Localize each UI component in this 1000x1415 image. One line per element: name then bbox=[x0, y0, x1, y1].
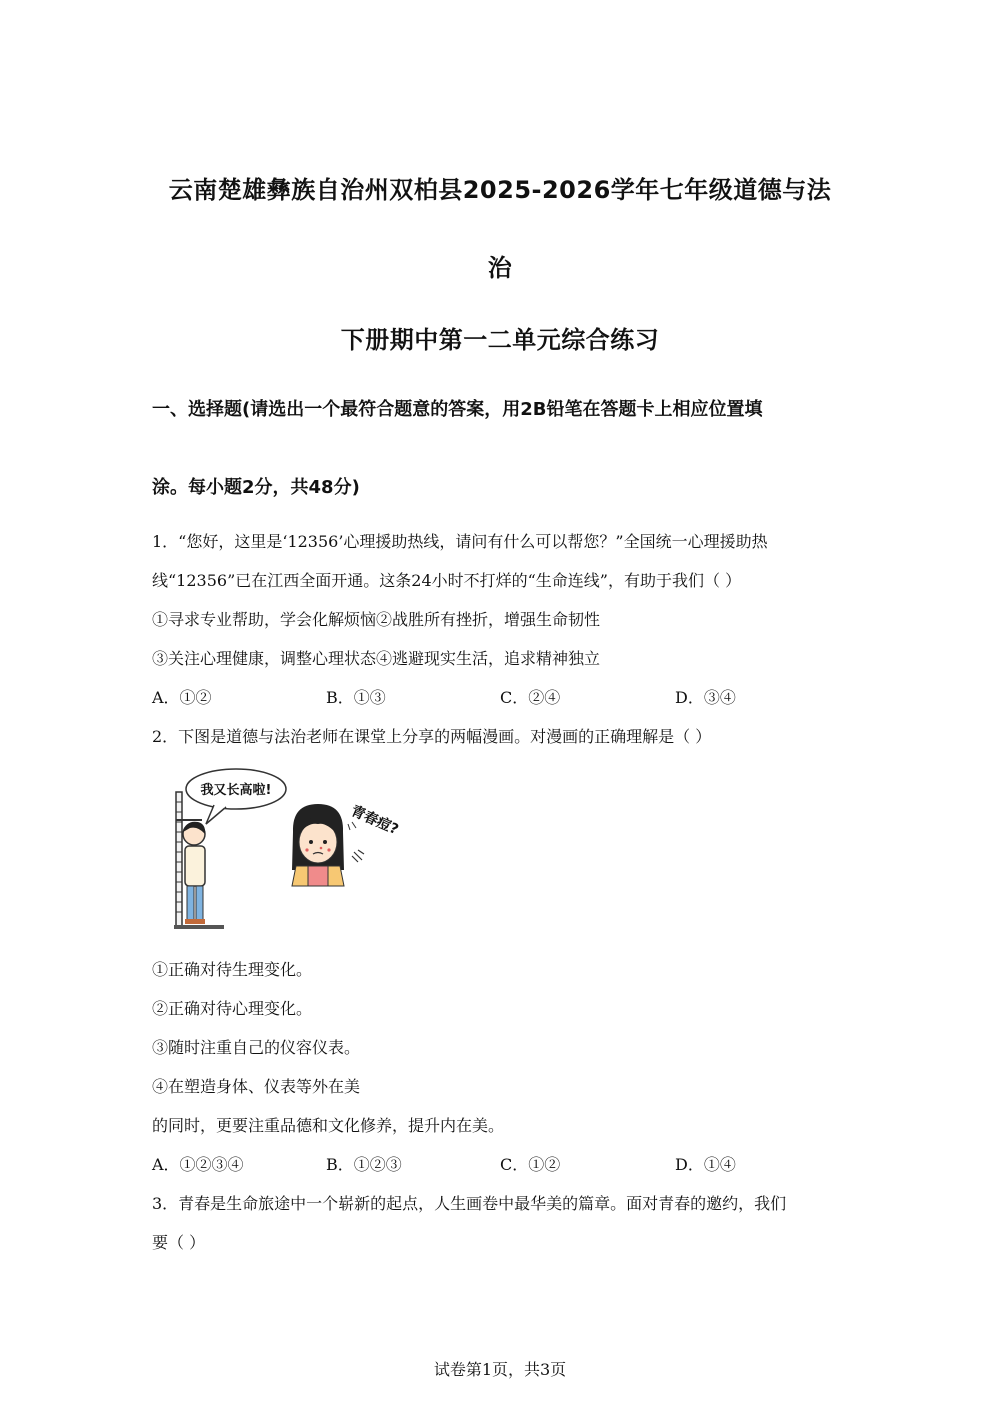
q3-stem-line-2: 要（ ） bbox=[152, 1233, 206, 1252]
page-footer: 试卷第1页，共3页 bbox=[433, 1360, 567, 1379]
q2-option-a[interactable]: A．①②③④ bbox=[152, 1155, 244, 1174]
q1-stem-line-1: 1．“您好，这里是‘12356’心理援助热线，请问有什么可以帮您？”全国统一心理援助热 bbox=[152, 532, 768, 551]
q2-item-2: ②正确对待心理变化。 bbox=[152, 999, 313, 1018]
exam-title-line-2: 治 bbox=[487, 254, 513, 282]
q2-item-4: ④在塑造身体、仪表等外在美 bbox=[152, 1077, 361, 1096]
q1-option-c[interactable]: C．②④ bbox=[500, 688, 561, 707]
q2-item-3: ③随时注重自己的仪容仪表。 bbox=[152, 1038, 361, 1057]
q2-options bbox=[152, 1152, 852, 1176]
q2-stem: 2．下图是道德与法治老师在课堂上分享的两幅漫画。对漫画的正确理解是（ ） bbox=[152, 727, 712, 746]
girl-thought-text: 青春痘? bbox=[348, 803, 401, 839]
q1-items-line-2: ③关注心理健康，调整心理状态④逃避现实生活，追求精神独立 bbox=[152, 649, 601, 668]
q1-options bbox=[152, 685, 852, 709]
puberty-cartoon-image bbox=[168, 762, 408, 934]
q1-items-line-1: ①寻求专业帮助，学会化解烦恼②战胜所有挫折，增强生命韧性 bbox=[152, 610, 601, 629]
section-heading-line-1: 一、选择题(请选出一个最符合题意的答案，用2B铅笔在答题卡上相应位置填 bbox=[152, 399, 763, 420]
q1-option-a[interactable]: A．①② bbox=[152, 688, 212, 707]
q1-stem-line-2: 线“12356”已在江西全面开通。这条24小时不打烊的“生命连线”，有助于我们（ ） bbox=[152, 571, 742, 590]
exam-subtitle: 下册期中第一二单元综合练习 bbox=[340, 326, 660, 354]
q2-item-4-continued: 的同时，更要注重品德和文化修养，提升内在美。 bbox=[152, 1116, 505, 1135]
q2-option-b[interactable]: B．①②③ bbox=[326, 1155, 402, 1174]
q2-item-1: ①正确对待生理变化。 bbox=[152, 960, 313, 979]
q2-option-c[interactable]: C．①② bbox=[500, 1155, 561, 1174]
q2-option-d[interactable]: D．①④ bbox=[675, 1155, 736, 1174]
boy-figure-icon bbox=[183, 822, 205, 924]
q1-option-b[interactable]: B．①③ bbox=[326, 688, 386, 707]
q3-stem-line-1: 3．青春是生命旅途中一个崭新的起点，人生画卷中最华美的篇章。面对青春的邀约，我们 bbox=[152, 1194, 787, 1213]
q1-option-d[interactable]: D．③④ bbox=[675, 688, 736, 707]
speech-bubble-text: 我又长高啦! bbox=[200, 783, 272, 798]
exam-title-line-1: 云南楚雄彝族自治州双柏县2025-2026学年七年级道德与法 bbox=[168, 176, 832, 204]
section-heading-line-2: 涂。每小题2分，共48分) bbox=[152, 477, 360, 498]
